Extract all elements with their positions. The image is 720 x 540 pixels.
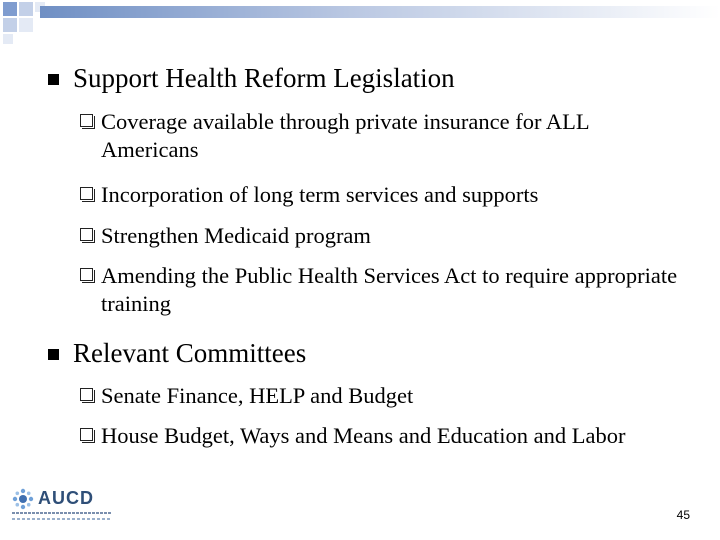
page-number: 45 (676, 508, 690, 522)
square-bullet-icon (48, 349, 59, 360)
aucd-logo (8, 488, 118, 528)
logo-tagline-line (12, 512, 112, 514)
aucd-logo-icon (12, 488, 34, 510)
list-item-text: Incorporation of long term services and supports (101, 182, 539, 207)
list-item-text: Strengthen Medicaid program (101, 223, 371, 248)
list-item-text: Coverage available through private insurance for ALL Americans (101, 109, 589, 162)
list-item-text: Senate Finance, HELP and Budget (101, 383, 414, 408)
section-heading-text: Support Health Reform Legislation (73, 63, 455, 93)
list-item-text: House Budget, Ways and Means and Education and Labor (101, 423, 626, 448)
square-bullet-icon (48, 74, 59, 85)
checkbox-bullet-icon (80, 228, 93, 241)
section-heading-text: Relevant Committees (73, 338, 307, 368)
list-item-text: Amending the Public Health Services Act to require appropriate training (101, 263, 678, 316)
checkbox-bullet-icon (80, 268, 93, 281)
checkbox-bullet-icon (80, 114, 93, 127)
checkbox-bullet-icon (80, 428, 93, 441)
logo-tagline-line (12, 518, 112, 520)
checkbox-bullet-icon (80, 187, 93, 200)
logo-wordmark: AUCD (38, 488, 94, 508)
checkbox-bullet-icon (80, 388, 93, 401)
